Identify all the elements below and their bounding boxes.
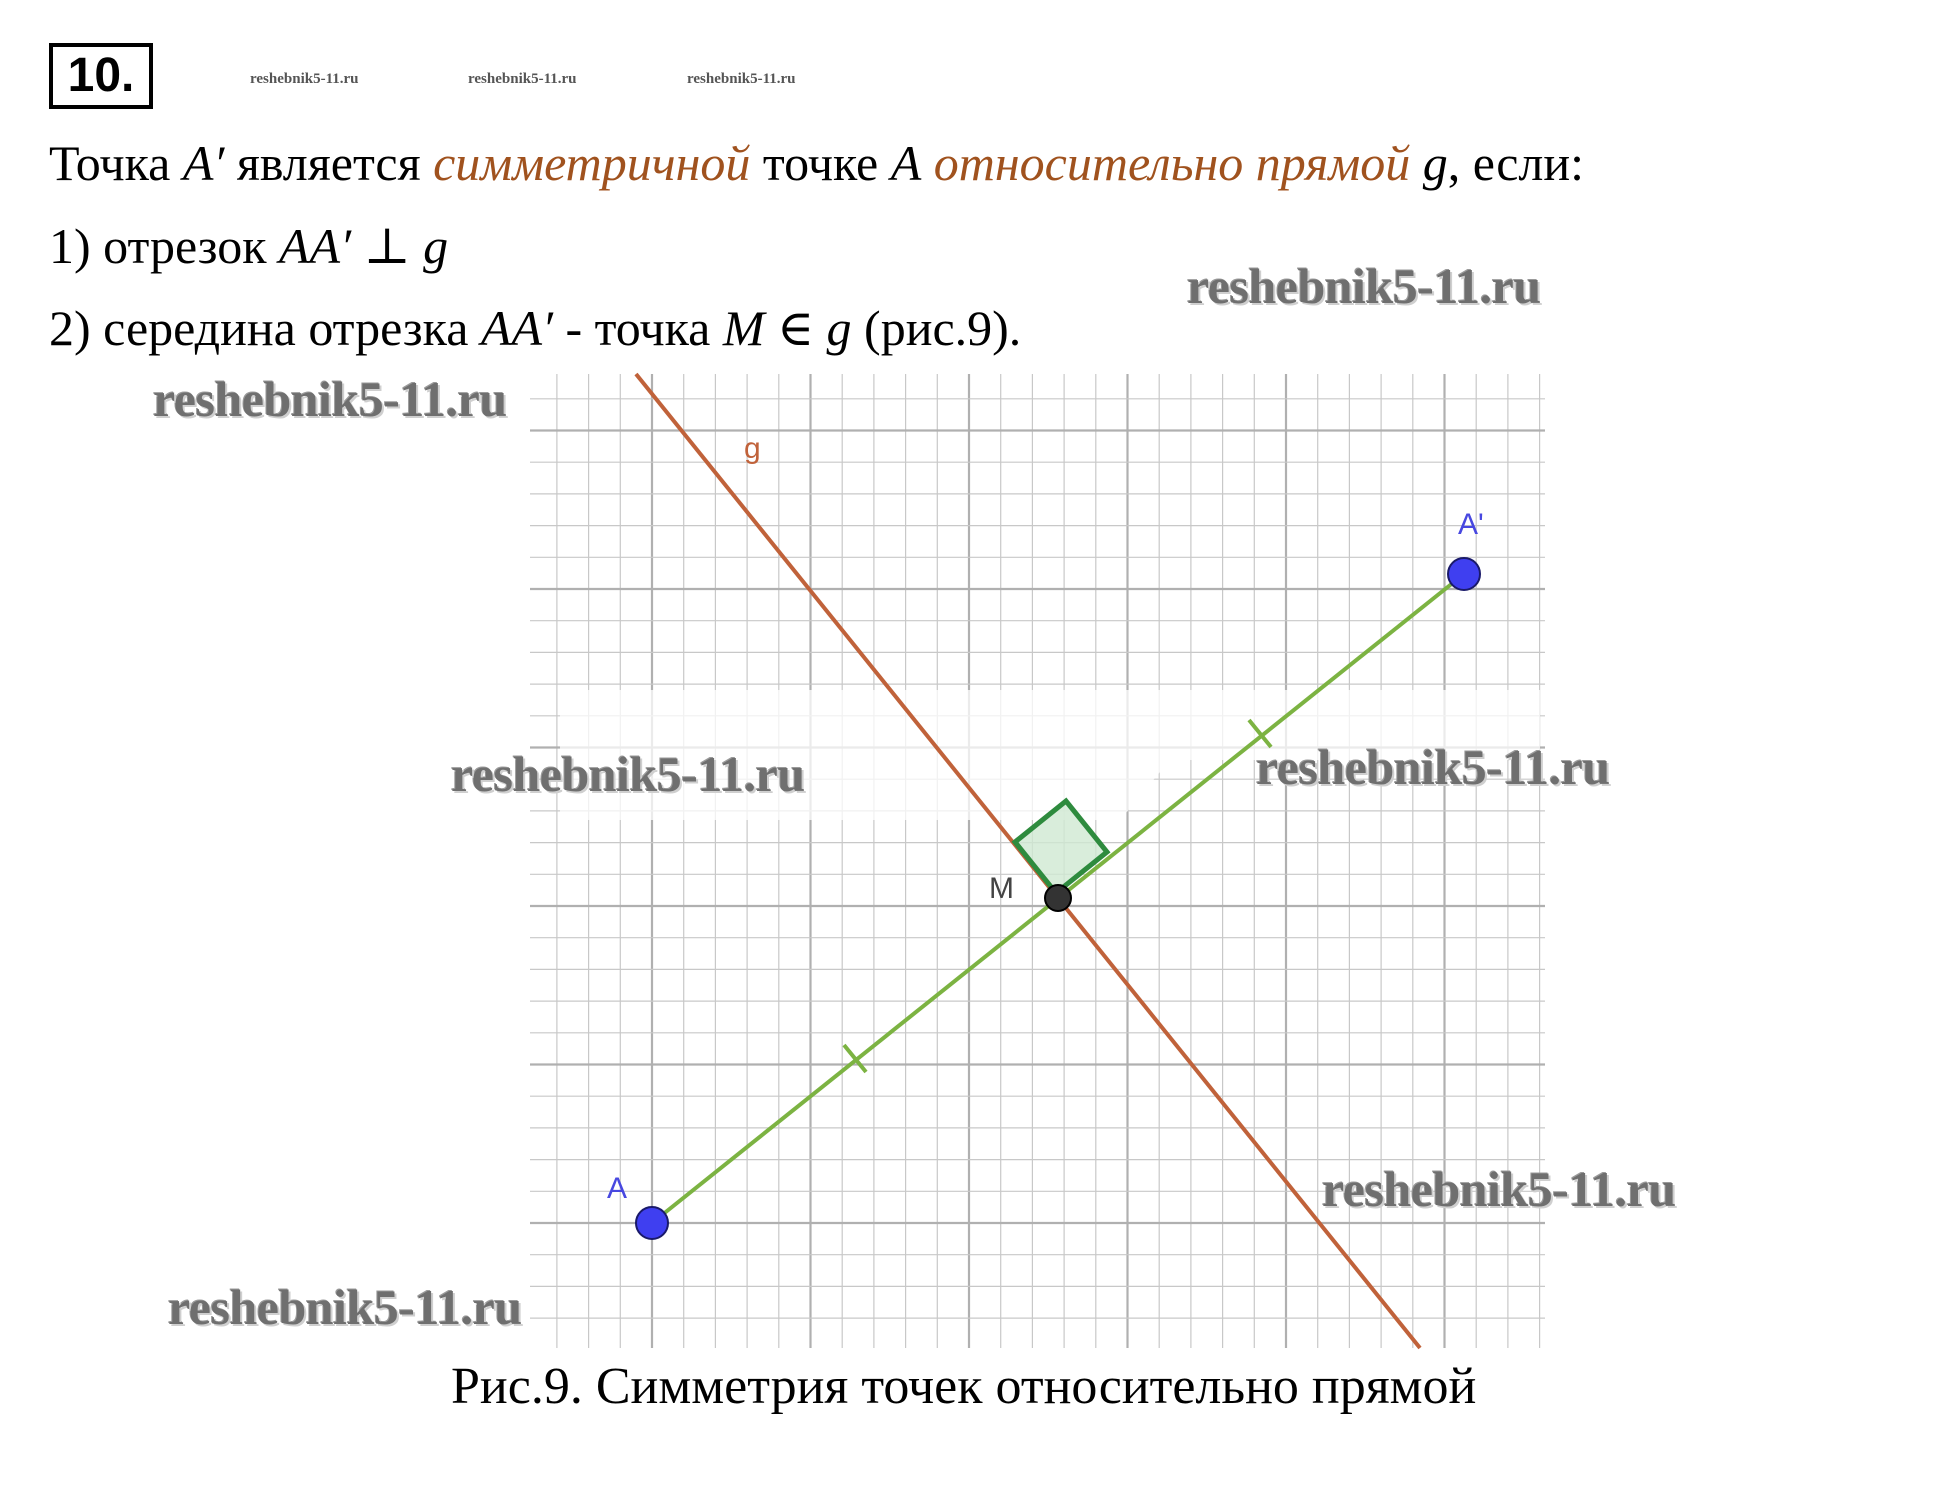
variable: g (826, 300, 852, 356)
label-a-prime: A' (1458, 508, 1484, 541)
term-highlight: симметричной (433, 135, 751, 191)
watermark: reshebnik5-11.ru (168, 1279, 522, 1335)
figure-caption: Рис.9. Симметрия точек относительно прямой (451, 1358, 1477, 1415)
variable: M (722, 300, 765, 356)
text-fragment: Точка (49, 135, 183, 191)
text-fragment: является (224, 135, 434, 191)
watermark: reshebnik5-11.ru (153, 371, 507, 427)
point-m (1045, 885, 1071, 911)
text-fragment: ∈ (764, 300, 827, 356)
variable: g (1422, 135, 1448, 191)
point-a-prime (1448, 558, 1480, 590)
text-fragment: 2) середина отрезка (49, 300, 481, 356)
variable: AA′ (480, 300, 553, 356)
problem-number: 10. (49, 43, 153, 109)
label-a: A (607, 1172, 628, 1205)
text-fragment: - точка (552, 300, 723, 356)
text-fragment: (рис.9). (851, 300, 1022, 356)
header-watermark: reshebnik5-11.ru (250, 71, 359, 87)
variable: A (890, 135, 922, 191)
text-fragment: ⊥ (351, 218, 424, 274)
header-watermark: reshebnik5-11.ru (468, 71, 577, 87)
label-g: g (744, 432, 761, 465)
watermark: reshebnik5-11.ru (451, 746, 805, 802)
watermark: reshebnik5-11.ru (1187, 258, 1541, 314)
term-highlight: относительно прямой (933, 135, 1411, 191)
text-fragment: 1) отрезок (49, 218, 280, 274)
text-fragment: точке (750, 135, 891, 191)
variable: g (423, 218, 449, 274)
header-watermark: reshebnik5-11.ru (687, 71, 796, 87)
watermark: reshebnik5-11.ru (1322, 1161, 1676, 1217)
point-a (636, 1207, 668, 1239)
variable: A′ (182, 135, 225, 191)
watermark: reshebnik5-11.ru (1256, 739, 1610, 795)
text-fragment: , если: (1447, 135, 1585, 191)
label-m: M (989, 872, 1014, 905)
variable: AA′ (279, 218, 352, 274)
